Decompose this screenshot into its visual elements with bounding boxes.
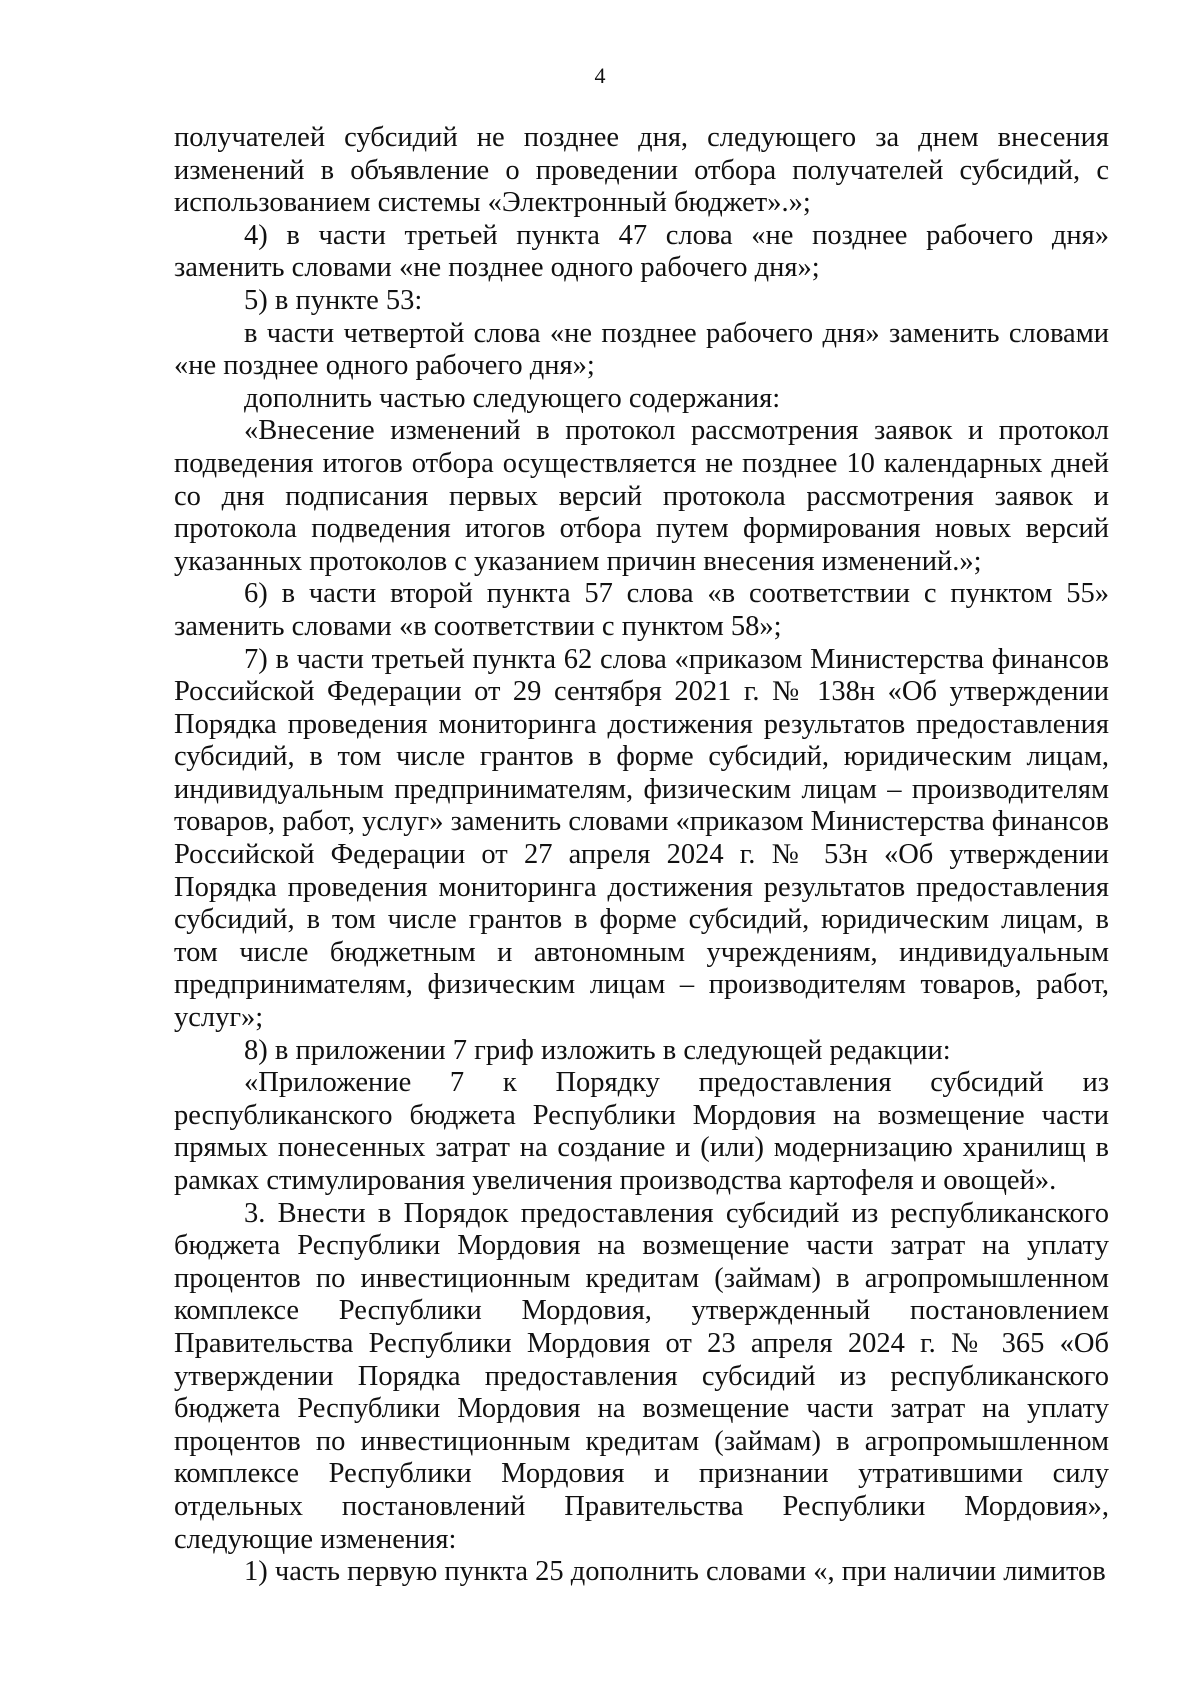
- paragraph: в части четвертой слова «не позднее рабочего дня» заменить словами «не позднее одного рабочего дня»;: [174, 317, 1109, 382]
- paragraph: 6) в части второй пункта 57 слова «в соответствии с пунктом 55» заменить словами «в соответствии с пунктом 58»;: [174, 578, 1109, 642]
- paragraph: «Приложение 7 к Порядку предоставления субсидий из республиканского бюджета Республики Мордовия на возмещение части прямых понесенных затрат на создание и (или) модернизацию хранилищ в рамках стимулирования увеличения производства картофеля и овощей».: [174, 1067, 1109, 1196]
- page-number: 4: [594, 63, 606, 88]
- paragraph: дополнить частью следующего содержания:: [244, 382, 781, 414]
- paragraph: 4) в части третьей пункта 47 слова «не позднее рабочего дня» заменить словами «не позднее одного рабочего дня»;: [174, 219, 1109, 284]
- paragraph: 1) часть первую пункта 25 дополнить словами «, при наличии лимитов: [244, 1556, 1106, 1588]
- paragraph: «Внесение изменений в протокол рассмотрения заявок и протокол подведения итогов отбора осуществляется не позднее 10 календарных дней со дня подписания первых версий протокола рассмотрения заявок и протокола подведения итогов отбора путем формирования новых версий указанных протоколов с указанием причин внесения изменений.»;: [174, 415, 1109, 577]
- paragraph: 8) в приложении 7 гриф изложить в следующей редакции:: [244, 1034, 951, 1066]
- paragraph: получателей субсидий не позднее дня, следующего за днем внесения изменений в объявление о проведении отбора получателей субсидий, с использованием системы «Электронный бюджет».»;: [174, 122, 1109, 219]
- document-body: [174, 122, 1109, 1589]
- paragraph: 3. Внести в Порядок предоставления субсидий из республиканского бюджета Республики Мордовия на возмещение части затрат на уплату процентов по инвестиционным кредитам (займам) в агропромышленном комплексе Республики Мордовия, утвержденный постановлением Правительства Республики Мордовия от 23 апреля 2024 г. № 365 «Об утверждении Порядка предоставления субсидий из республиканского бюджета Республики Мордовия на возмещение части затрат на уплату процентов по инвестиционным кредитам (займам) в агропромышленном комплексе Республики Мордовия и признании утратившими силу отдельных постановлений Правительства Республики Мордовия», следующие изменения:: [174, 1197, 1109, 1555]
- paragraph: 5) в пункте 53:: [244, 284, 423, 316]
- paragraph: 7) в части третьей пункта 62 слова «приказом Министерства финансов Российской Федерации от 29 сентября 2021 г. № 138н «Об утверждении Порядка проведения мониторинга достижения результатов предоставления субсидий, в том числе грантов в форме субсидий, юридическим лицам, индивидуальным предпринимателям, физическим лицам – производителям товаров, работ, услуг» заменить словами «приказом Министерства финансов Российской Федерации от 27 апреля 2024 г. № 53н «Об утверждении Порядка проведения мониторинга достижения результатов предоставления субсидий, в том числе грантов в форме субсидий, юридическим лицам, в том числе бюджетным и автономным учреждениям, индивидуальным предпринимателям, физическим лицам – производителям товаров, работ, услуг»;: [174, 643, 1109, 1034]
